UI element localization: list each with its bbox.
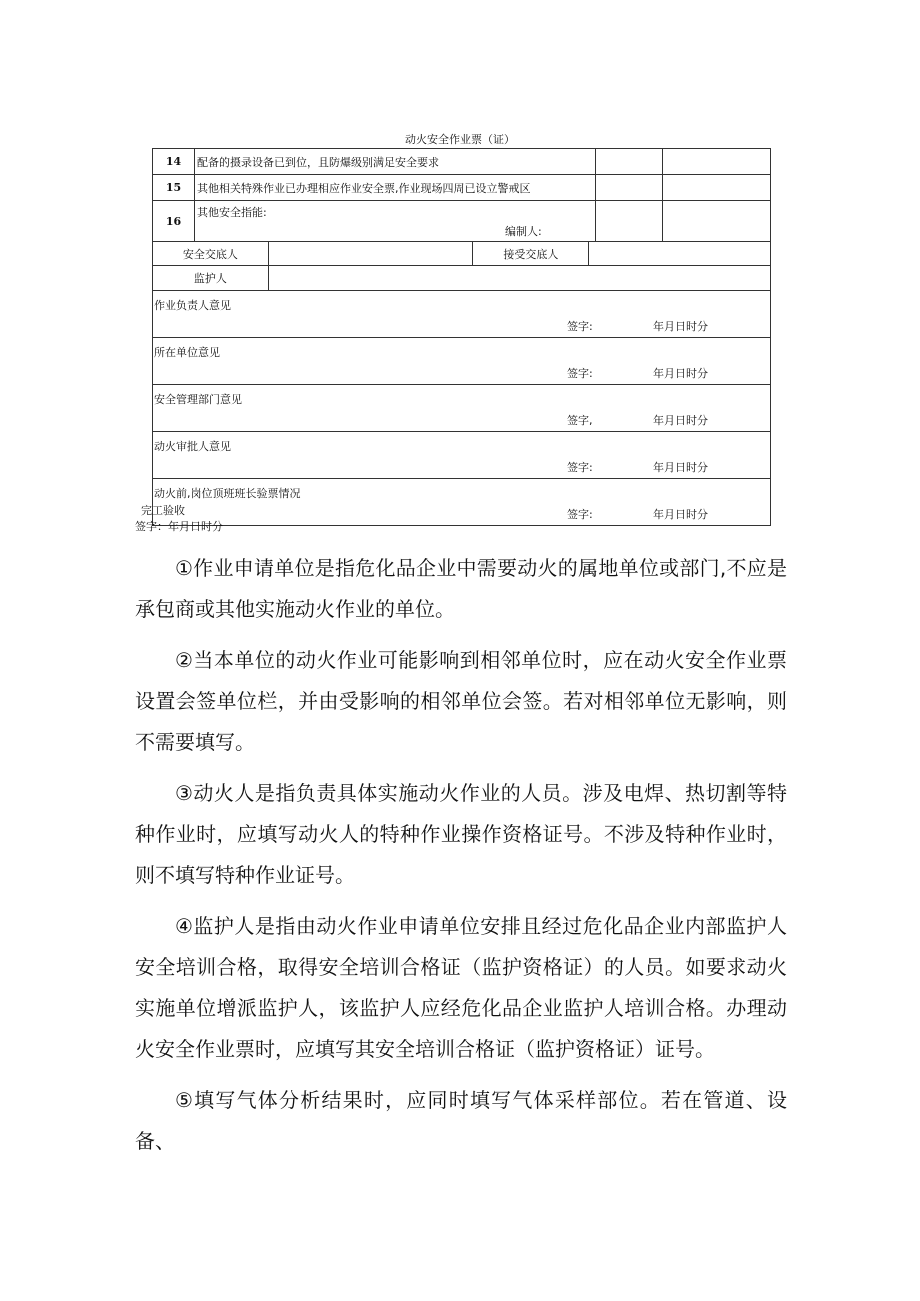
- row-number: 15: [153, 175, 195, 201]
- date-label: 年月日时分: [653, 508, 708, 521]
- opinion-label: 作业负责人意见: [154, 299, 231, 312]
- completion-sign: 签字：年月日时分: [135, 520, 223, 533]
- opinion-row: [153, 385, 771, 432]
- confirm-cell[interactable]: [663, 175, 771, 201]
- sign-label: 签字:: [567, 461, 593, 474]
- opinion-row: [153, 479, 771, 526]
- receiver-label: 接受交底人: [473, 242, 589, 266]
- table-row: [153, 266, 771, 291]
- permit-table: [152, 148, 771, 526]
- opinion-label: 所在单位意见: [154, 346, 220, 359]
- table-row: [153, 201, 771, 242]
- handover-field[interactable]: [268, 242, 473, 266]
- sign-label: 签字:: [567, 367, 593, 380]
- receiver-field[interactable]: [589, 242, 771, 266]
- table-row: [153, 149, 771, 175]
- row-text: 配备的摄录设备已到位，且防爆级别满足安全要求: [194, 149, 595, 175]
- handover-label: 安全交底人: [153, 242, 269, 266]
- note-paragraph: ⑤填写气体分析结果时，应同时填写气体采样部位。若在管道、设备、: [135, 1088, 787, 1153]
- notes-body: [135, 548, 787, 1172]
- row-text: 其他安全指能:: [196, 206, 267, 219]
- opinion-label: 动火前,岗位顶班班长验票情况: [154, 487, 301, 500]
- guardian-field[interactable]: [268, 266, 770, 291]
- opinion-label: 动火审批人意见: [154, 440, 231, 453]
- check-cell[interactable]: [596, 201, 663, 242]
- compiler-label: 编制人:: [504, 225, 542, 238]
- date-label: 年月日时分: [653, 461, 708, 474]
- row-text: 其他相关特殊作业已办理相应作业安全票,作业现场四周已设立警戒区: [194, 175, 595, 201]
- row-number: 16: [153, 201, 195, 242]
- check-cell[interactable]: [596, 149, 663, 175]
- sign-label: 签字:: [567, 508, 593, 521]
- date-label: 年月日时分: [653, 320, 708, 333]
- sign-label: 签字,: [567, 414, 593, 427]
- sign-label: 签字:: [567, 320, 593, 333]
- note-paragraph: ③动火人是指负责具体实施动火作业的人员。涉及电焊、热切割等特种作业时，应填写动火人的特种作业操作资格证号。不涉及特种作业时，则不填写特种作业证号。: [135, 781, 787, 887]
- opinion-row: [153, 291, 771, 338]
- opinion-row: [153, 338, 771, 385]
- check-cell[interactable]: [596, 175, 663, 201]
- date-label: 年月日时分: [653, 367, 708, 380]
- row-number: 14: [153, 149, 195, 175]
- note-paragraph: ②当本单位的动火作业可能影响到相邻单位时，应在动火安全作业票设置会签单位栏，并由受影响的相邻单位会签。若对相邻单位无影响，则不需要填写。: [135, 648, 787, 754]
- note-paragraph: ④监护人是指由动火作业申请单位安排且经过危化品企业内部监护人安全培训合格，取得安全培训合格证（监护资格证）的人员。如要求动火实施单位增派监护人，该监护人应经危化品企业监护人培训合格。办理动火安全作业票时，应填写其安全培训合格证（监护资格证）证号。: [135, 914, 787, 1061]
- opinion-row: [153, 432, 771, 479]
- table-row: [153, 242, 771, 266]
- completion-label: 完工验收: [141, 504, 185, 517]
- opinion-label: 安全管理部门意见: [154, 393, 242, 406]
- confirm-cell[interactable]: [663, 149, 771, 175]
- guardian-label: 监护人: [153, 266, 269, 291]
- form-title: 动火安全作业票（证）: [405, 133, 515, 146]
- confirm-cell[interactable]: [663, 201, 771, 242]
- table-row: [153, 175, 771, 201]
- note-paragraph: ①作业申请单位是指危化品企业中需要动火的属地单位或部门,不应是承包商或其他实施动火作业的单位。: [135, 556, 787, 621]
- date-label: 年月日时分: [653, 414, 708, 427]
